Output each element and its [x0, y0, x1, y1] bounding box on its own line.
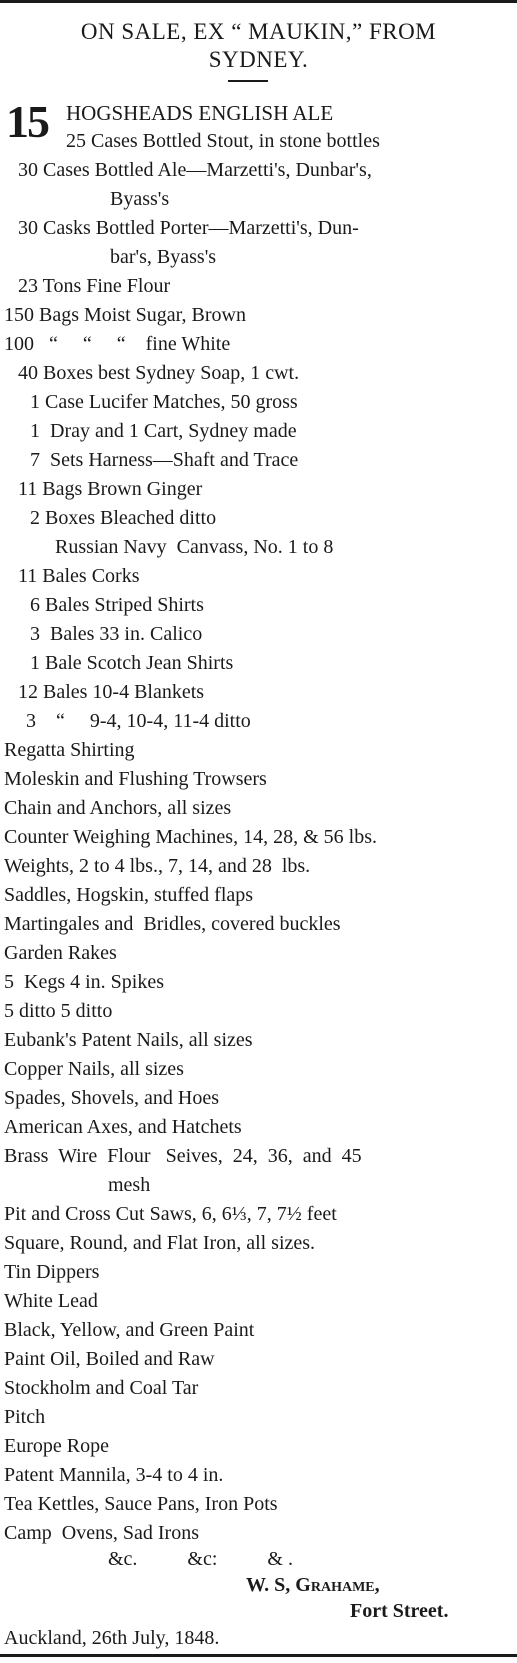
- list-item: 25 Cases Bottled Stout, in stone bottles: [66, 130, 380, 152]
- list-item: 1 Case Lucifer Matches, 50 gross: [30, 391, 298, 413]
- list-item: 11 Bales Corks: [18, 565, 140, 587]
- list-item: Stockholm and Coal Tar: [4, 1377, 199, 1399]
- top-rule: [0, 0, 517, 3]
- list-item: Weights, 2 to 4 lbs., 7, 14, and 28 lbs.: [4, 855, 311, 877]
- list-item: Patent Mannila, 3-4 to 4 in.: [4, 1464, 224, 1486]
- list-item: 5 Kegs 4 in. Spikes: [4, 971, 164, 993]
- dateline: Auckland, 26th July, 1848.: [4, 1627, 220, 1649]
- signature-address: Fort Street.: [350, 1600, 449, 1622]
- list-item: Eubank's Patent Nails, all sizes: [4, 1029, 253, 1051]
- list-item: 5 ditto 5 ditto: [4, 1000, 113, 1022]
- list-item: 7 Sets Harness—Shaft and Trace: [30, 449, 299, 471]
- list-item: Square, Round, and Flat Iron, all sizes.: [4, 1232, 316, 1254]
- list-item: HOGSHEADS ENGLISH ALE: [66, 101, 334, 125]
- list-item: Garden Rakes: [4, 942, 117, 964]
- list-item: 12 Bales 10-4 Blankets: [18, 681, 205, 703]
- list-item: Copper Nails, all sizes: [4, 1058, 184, 1080]
- heading-divider: [228, 80, 268, 82]
- list-item: 3 Bales 33 in. Calico: [30, 623, 203, 645]
- advertisement-heading: [0, 18, 517, 74]
- list-item: Black, Yellow, and Green Paint: [4, 1319, 255, 1341]
- list-item: 30 Casks Bottled Porter—Marzetti's, Dun-: [18, 217, 359, 239]
- heading-line-2: SYDNEY.: [208, 47, 309, 72]
- list-item: bar's, Byass's: [110, 246, 217, 268]
- list-item: 6 Bales Striped Shirts: [30, 594, 204, 616]
- list-item: 23 Tons Fine Flour: [18, 275, 171, 297]
- list-item: 3 “ 9-4, 10-4, 11-4 ditto: [26, 710, 251, 732]
- signature-name: W. S, Grahame,: [246, 1574, 380, 1596]
- list-item: 100 “ “ “ fine White: [4, 333, 231, 355]
- list-item: Pit and Cross Cut Saws, 6, 6⅓, 7, 7½ feet: [4, 1203, 337, 1225]
- list-item: 1 Bale Scotch Jean Shirts: [30, 652, 234, 674]
- list-item: 40 Boxes best Sydney Soap, 1 cwt.: [18, 362, 300, 384]
- list-item: White Lead: [4, 1290, 98, 1312]
- list-item: Tin Dippers: [4, 1261, 100, 1283]
- etc-line: &c. &c: & .: [108, 1548, 293, 1570]
- list-item: Counter Weighing Machines, 14, 28, & 56 lbs.: [4, 826, 377, 848]
- list-item: 150 Bags Moist Sugar, Brown: [4, 304, 246, 326]
- list-item: Brass Wire Flour Seives, 24, 36, and 45: [4, 1145, 362, 1167]
- list-item: Camp Ovens, Sad Irons: [4, 1522, 199, 1544]
- list-item: Martingales and Bridles, covered buckles: [4, 913, 341, 935]
- list-item: Moleskin and Flushing Trowsers: [4, 768, 267, 790]
- list-item: Tea Kettles, Sauce Pans, Iron Pots: [4, 1493, 278, 1515]
- list-item: Byass's: [110, 188, 170, 210]
- list-item: Spades, Shovels, and Hoes: [4, 1087, 219, 1109]
- lead-number: 15: [6, 96, 48, 147]
- list-item: Pitch: [4, 1406, 46, 1428]
- list-item: 2 Boxes Bleached ditto: [30, 507, 217, 529]
- list-item: Chain and Anchors, all sizes: [4, 797, 232, 819]
- bottom-rule: [0, 1654, 517, 1657]
- list-item: Europe Rope: [4, 1435, 109, 1457]
- list-item: Regatta Shirting: [4, 739, 135, 761]
- list-item: Saddles, Hogskin, stuffed flaps: [4, 884, 254, 906]
- heading-line-1: ON SALE, EX “ MAUKIN,” FROM: [80, 19, 437, 44]
- list-item: Paint Oil, Boiled and Raw: [4, 1348, 215, 1370]
- list-item: 1 Dray and 1 Cart, Sydney made: [30, 420, 297, 442]
- list-item: Russian Navy Canvass, No. 1 to 8: [55, 536, 334, 558]
- list-item: 30 Cases Bottled Ale—Marzetti's, Dunbar's,: [18, 159, 372, 181]
- list-item: American Axes, and Hatchets: [4, 1116, 242, 1138]
- list-item: 11 Bags Brown Ginger: [18, 478, 203, 500]
- list-item: mesh: [108, 1174, 151, 1196]
